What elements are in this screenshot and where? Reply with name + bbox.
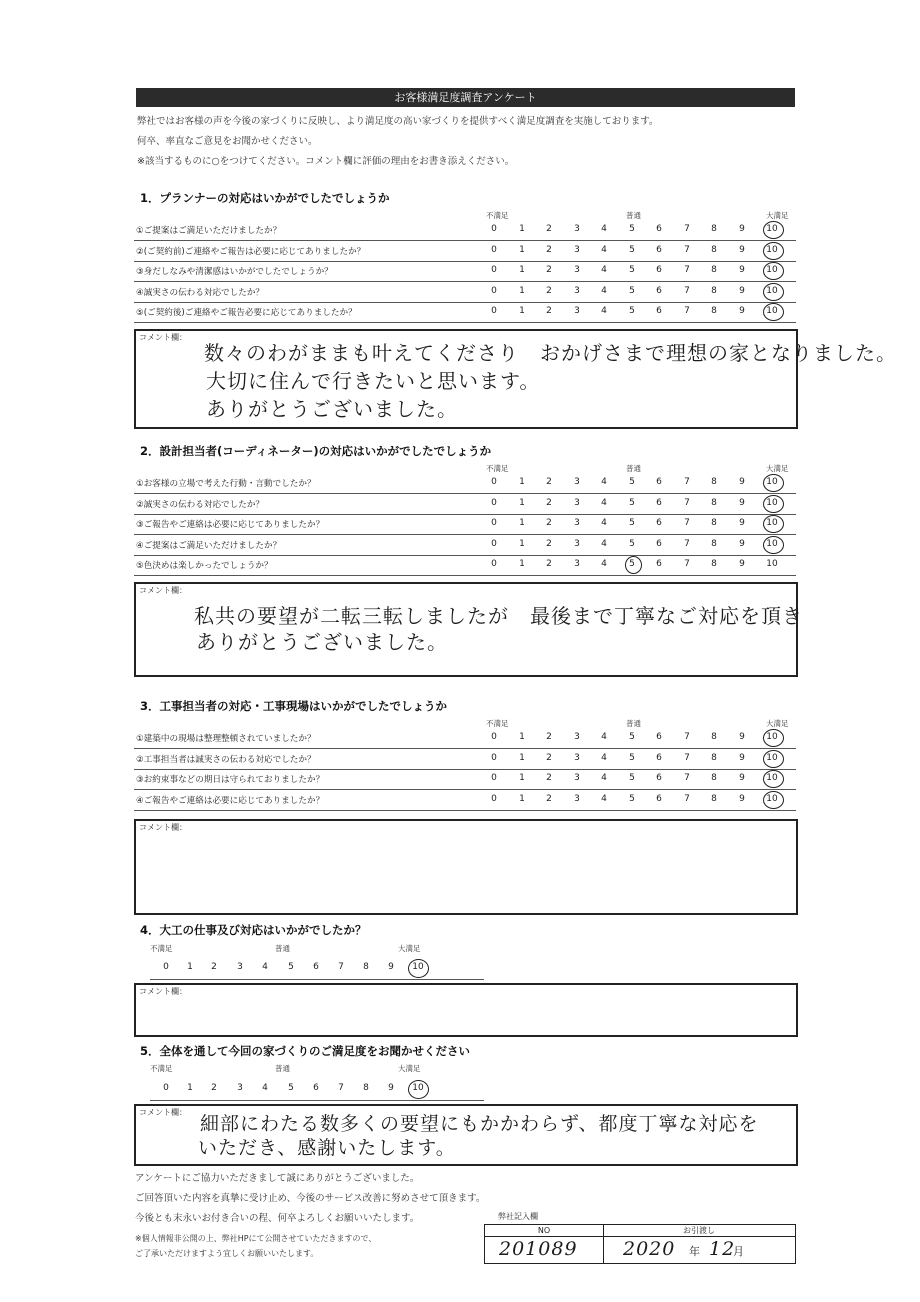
- question-text: ②誠実さの伝わる対応でしたか？: [136, 499, 265, 510]
- rating-option[interactable]: 10: [766, 538, 778, 549]
- rating-option[interactable]: 0: [491, 224, 497, 234]
- rating-option[interactable]: 2: [546, 732, 552, 742]
- rating-option[interactable]: 4: [601, 497, 607, 508]
- rating-option[interactable]: 4: [262, 1083, 268, 1093]
- scale-high-label: 大満足: [766, 211, 789, 220]
- question-row: [134, 790, 796, 811]
- rating-option[interactable]: 7: [684, 752, 690, 763]
- scale-high-label: 大満足: [766, 719, 789, 728]
- rating-option[interactable]: 3: [574, 518, 580, 528]
- question-row: [134, 220, 796, 241]
- question-row: [134, 555, 796, 576]
- rating-option[interactable]: 7: [684, 518, 690, 528]
- rating-option[interactable]: 1: [519, 224, 525, 234]
- rating-option[interactable]: 7: [684, 793, 690, 804]
- rating-option[interactable]: 9: [739, 538, 745, 549]
- question-text: ④ご提案はご満足いただけましたか？: [136, 540, 282, 551]
- rating-option[interactable]: 7: [684, 559, 690, 569]
- rating-option[interactable]: 2: [546, 773, 552, 783]
- rating-option[interactable]: 4: [601, 793, 607, 804]
- rating-option[interactable]: 4: [601, 224, 607, 234]
- rating-option[interactable]: 10: [766, 793, 778, 804]
- question-row: [134, 535, 796, 556]
- rating-option[interactable]: 7: [684, 244, 690, 255]
- rating-option[interactable]: 1: [519, 732, 525, 742]
- question-text: ④誠実さの伝わる対応でしたか？: [136, 287, 265, 298]
- rating-option[interactable]: 4: [601, 538, 607, 549]
- rating-option[interactable]: 4: [601, 306, 607, 316]
- rating-option[interactable]: 8: [711, 773, 717, 783]
- rating-option[interactable]: 2: [546, 538, 552, 549]
- rating-option[interactable]: 6: [313, 1083, 319, 1093]
- question-row: [134, 261, 796, 282]
- rating-option[interactable]: 7: [684, 224, 690, 234]
- rating-option[interactable]: 0: [491, 477, 497, 487]
- rating-option[interactable]: 4: [262, 962, 268, 972]
- rating-option[interactable]: 1: [519, 752, 525, 763]
- rating-option[interactable]: 8: [711, 224, 717, 234]
- rating-option[interactable]: 0: [491, 559, 497, 569]
- rating-option[interactable]: 5: [629, 285, 635, 296]
- comment-line: 私共の要望が二転三転しましたが 最後まで丁寧なご対応を頂き: [194, 604, 803, 628]
- question-text: ①建築中の現場は整理整頓されていましたか？: [136, 734, 316, 744]
- rating-option[interactable]: 7: [338, 1083, 344, 1093]
- question-row: [134, 473, 796, 494]
- rating-option[interactable]: 1: [519, 793, 525, 804]
- rating-option[interactable]: 1: [519, 559, 525, 569]
- rating-option[interactable]: 10: [766, 752, 778, 763]
- rating-option[interactable]: 2: [546, 306, 552, 316]
- rating-option[interactable]: 6: [656, 518, 662, 528]
- rating-option[interactable]: 0: [491, 306, 497, 316]
- scale-low-label: 不満足: [150, 944, 173, 953]
- rating-option[interactable]: 1: [519, 285, 525, 296]
- rating-option[interactable]: 10: [412, 1083, 424, 1093]
- comment-label: コメント欄：: [139, 987, 187, 996]
- handover-year: 2020: [623, 1238, 676, 1260]
- rating-option[interactable]: 5: [629, 559, 635, 569]
- rating-option[interactable]: 4: [601, 265, 607, 275]
- rating-option[interactable]: 0: [491, 265, 497, 275]
- rating-option[interactable]: 7: [684, 306, 690, 316]
- rating-option[interactable]: 2: [546, 244, 552, 255]
- section-4-title: 4．大工の仕事及び対応はいかがでしたか？: [140, 923, 367, 937]
- rating-option[interactable]: 2: [546, 265, 552, 275]
- rating-option[interactable]: 10: [766, 518, 778, 528]
- rating-option[interactable]: 1: [519, 477, 525, 487]
- rating-option[interactable]: 6: [656, 559, 662, 569]
- rating-option[interactable]: 4: [601, 559, 607, 569]
- section-4-comment-box[interactable]: [134, 983, 798, 1037]
- rating-option[interactable]: 10: [766, 244, 778, 255]
- rating-option[interactable]: 1: [519, 518, 525, 528]
- intro-line-3: ※該当するものに○をつけてください。コメント欄に評価の理由をお書き添えください。: [137, 156, 515, 167]
- rating-option[interactable]: 1: [519, 265, 525, 275]
- rating-option[interactable]: 0: [491, 244, 497, 255]
- rating-option[interactable]: 1: [519, 306, 525, 316]
- rating-option[interactable]: 3: [574, 752, 580, 763]
- rating-option[interactable]: 10: [766, 265, 778, 275]
- rating-option[interactable]: 0: [491, 732, 497, 742]
- rating-option[interactable]: 1: [519, 244, 525, 255]
- question-row: [134, 749, 796, 770]
- rating-option[interactable]: 0: [163, 1083, 169, 1093]
- rating-option[interactable]: 7: [338, 962, 344, 972]
- question-row: [134, 282, 796, 303]
- rating-option[interactable]: 3: [574, 244, 580, 255]
- comment-line: 数々のわがままも叶えてくださり おかげさまで理想の家となりました。: [204, 341, 897, 365]
- scale-mid-label: 普通: [275, 944, 290, 953]
- selected-rating-circle: [408, 1080, 429, 1099]
- rating-option[interactable]: 6: [656, 244, 662, 255]
- rating-option[interactable]: 7: [684, 477, 690, 487]
- rating-option[interactable]: 5: [629, 793, 635, 804]
- footer-line-1: アンケートにご協力いただきまして誠にありがとうございました。: [135, 1173, 420, 1184]
- selected-rating-circle: [763, 536, 784, 554]
- section-2-comment-box[interactable]: [134, 582, 803, 677]
- rating-option[interactable]: 10: [766, 559, 778, 569]
- question-text: ③ご報告やご連絡は必要に応じてありましたか？: [136, 520, 325, 530]
- rating-option[interactable]: 3: [574, 224, 580, 234]
- rating-option[interactable]: 9: [739, 752, 745, 763]
- rating-option[interactable]: 10: [766, 285, 778, 296]
- rating-option[interactable]: 9: [388, 1083, 394, 1093]
- selected-rating-circle: [763, 474, 784, 492]
- rating-option[interactable]: 0: [491, 497, 497, 508]
- section-1-comment-box[interactable]: [134, 329, 897, 429]
- section-5-comment-box[interactable]: [134, 1104, 798, 1166]
- scale-high-label: 大満足: [398, 1064, 421, 1073]
- rating-option[interactable]: 0: [491, 793, 497, 804]
- rating-option[interactable]: 0: [491, 773, 497, 783]
- rating-option[interactable]: 4: [601, 244, 607, 255]
- question-text: ①ご提案はご満足いただけましたか？: [136, 226, 282, 236]
- rating-option[interactable]: 3: [237, 962, 243, 972]
- rating-option[interactable]: 3: [574, 732, 580, 742]
- rating-option[interactable]: 5: [629, 265, 635, 275]
- rating-option[interactable]: 4: [601, 732, 607, 742]
- question-row: [134, 302, 796, 323]
- scale-mid-label: 普通: [626, 211, 641, 220]
- rating-option[interactable]: 3: [574, 497, 580, 508]
- comment-line: ありがとうございました。: [196, 630, 448, 654]
- rating-option[interactable]: 3: [574, 306, 580, 316]
- section-5-title: 5．全体を通して今回の家づくりのご満足度をお聞かせください: [140, 1044, 470, 1058]
- rating-option[interactable]: 9: [388, 962, 394, 972]
- rating-option[interactable]: 2: [546, 497, 552, 508]
- handover-header: お引渡し: [603, 1225, 795, 1237]
- rating-option[interactable]: 8: [711, 518, 717, 528]
- rating-option[interactable]: 4: [601, 518, 607, 528]
- rating-option[interactable]: 1: [519, 773, 525, 783]
- question-row: [134, 514, 796, 535]
- scale-low-label: 不満足: [486, 719, 509, 728]
- rating-option[interactable]: 10: [766, 224, 778, 234]
- rating-option[interactable]: 7: [684, 285, 690, 296]
- rating-option[interactable]: 6: [313, 962, 319, 972]
- rating-option[interactable]: 8: [711, 497, 717, 508]
- scale-mid-label: 普通: [626, 719, 641, 728]
- intro-line-2: 何卒、率直なご意見をお聞かせください。: [137, 136, 318, 147]
- selected-rating-circle: [763, 242, 784, 260]
- rating-option[interactable]: 3: [574, 538, 580, 549]
- selected-rating-circle: [763, 770, 784, 788]
- section-2-title: 2．設計担当者(コーディネーター)の対応はいかがでしたでしょうか: [140, 444, 492, 458]
- rating-option[interactable]: 9: [739, 244, 745, 255]
- rating-option[interactable]: 2: [546, 518, 552, 528]
- rating-option[interactable]: 6: [656, 773, 662, 783]
- rating-option[interactable]: 3: [574, 793, 580, 804]
- rating-option[interactable]: 8: [363, 962, 369, 972]
- rating-option[interactable]: 7: [684, 265, 690, 275]
- question-text: ①お客様の立場で考えた行動・言動でしたか？: [136, 479, 316, 489]
- rating-option[interactable]: 5: [629, 732, 635, 742]
- privacy-note-2: ご了承いただけますよう宜しくお願いいたします。: [135, 1249, 319, 1258]
- rating-option[interactable]: 10: [412, 962, 424, 972]
- rating-option[interactable]: 9: [739, 773, 745, 783]
- question-text: ⑤(ご契約後)ご連絡やご報告必要に応じてありましたか？: [136, 308, 357, 318]
- selected-rating-circle: [763, 495, 784, 513]
- rating-option[interactable]: 0: [491, 538, 497, 549]
- rating-option[interactable]: 6: [656, 265, 662, 275]
- rating-option[interactable]: 9: [739, 477, 745, 487]
- rating-option[interactable]: 0: [163, 962, 169, 972]
- section-3-title: 3．工事担当者の対応・工事現場はいかがでしたでしょうか: [140, 699, 447, 713]
- rating-option[interactable]: 8: [363, 1083, 369, 1093]
- comment-label: コメント欄：: [139, 586, 187, 595]
- rating-option[interactable]: 4: [601, 285, 607, 296]
- selected-rating-circle: [763, 515, 784, 533]
- rating-option[interactable]: 2: [546, 224, 552, 234]
- rating-option[interactable]: 10: [766, 477, 778, 487]
- rating-option[interactable]: 8: [711, 793, 717, 804]
- section-3-comment-box[interactable]: [134, 819, 798, 915]
- rating-option[interactable]: 10: [766, 497, 778, 508]
- rating-option[interactable]: 10: [766, 306, 778, 316]
- rating-option[interactable]: 6: [656, 477, 662, 487]
- rating-option[interactable]: 2: [211, 962, 217, 972]
- rating-option[interactable]: 8: [711, 732, 717, 742]
- rating-option[interactable]: 5: [288, 962, 294, 972]
- office-use-box: [484, 1224, 796, 1264]
- scale-low-label: 不満足: [486, 211, 509, 220]
- rating-option[interactable]: 9: [739, 559, 745, 569]
- rating-option[interactable]: 4: [601, 752, 607, 763]
- privacy-note-1: ※個人情報非公開の上、弊社HPにて公開させていただきますので、: [135, 1234, 377, 1243]
- rating-option[interactable]: 8: [711, 477, 717, 487]
- rating-option[interactable]: 6: [656, 285, 662, 296]
- rating-option[interactable]: 7: [684, 538, 690, 549]
- rating-option[interactable]: 9: [739, 732, 745, 742]
- office-use-label: 弊社記入欄: [498, 1212, 538, 1221]
- question-text: ②工事担当者は誠実さの伝わる対応でしたか？: [136, 754, 316, 765]
- rating-option[interactable]: 3: [574, 285, 580, 296]
- comment-label: コメント欄：: [139, 823, 187, 832]
- rating-option[interactable]: 5: [629, 752, 635, 763]
- rating-option[interactable]: 7: [684, 732, 690, 742]
- rating-option[interactable]: 4: [601, 477, 607, 487]
- rating-option[interactable]: 4: [601, 773, 607, 783]
- rating-option[interactable]: 5: [629, 518, 635, 528]
- rating-option[interactable]: 9: [739, 285, 745, 296]
- selected-rating-circle: [763, 750, 784, 768]
- comment-line: ありがとうございました。: [206, 397, 458, 421]
- comment-line: 大切に住んで行きたいと思います。: [206, 369, 541, 393]
- rating-option[interactable]: 7: [684, 773, 690, 783]
- rating-option[interactable]: 2: [211, 1083, 217, 1093]
- rating-option[interactable]: 10: [766, 773, 778, 783]
- selected-rating-circle: [763, 221, 784, 239]
- rating-option[interactable]: 9: [739, 306, 745, 316]
- rating-option[interactable]: 5: [629, 244, 635, 255]
- month-unit: 月: [733, 1245, 744, 1258]
- rating-option[interactable]: 1: [519, 497, 525, 508]
- rating-option[interactable]: 8: [711, 306, 717, 316]
- rating-option[interactable]: 5: [629, 773, 635, 783]
- scale-underline: [150, 979, 484, 980]
- section-1-title: 1．プランナーの対応はいかがでしたでしょうか: [140, 191, 390, 205]
- rating-option[interactable]: 5: [629, 477, 635, 487]
- rating-option[interactable]: 2: [546, 793, 552, 804]
- rating-option[interactable]: 3: [574, 559, 580, 569]
- question-text: ③身だしなみや清潔感はいかがでしたでしょうか？: [136, 267, 333, 277]
- rating-option[interactable]: 7: [684, 497, 690, 508]
- rating-option[interactable]: 2: [546, 285, 552, 296]
- rating-option[interactable]: 8: [711, 752, 717, 763]
- question-text: ③お約束事などの期日は守られておりましたか？: [136, 775, 325, 785]
- question-text: ⑤色決めは楽しかったでしょうか？: [136, 561, 273, 571]
- selected-rating-circle: [763, 791, 784, 809]
- selected-rating-circle: [625, 556, 642, 574]
- scale-low-label: 不満足: [150, 1064, 173, 1073]
- rating-option[interactable]: 3: [237, 1083, 243, 1093]
- section-4-scale: [0, 958, 920, 980]
- rating-option[interactable]: 9: [739, 518, 745, 528]
- rating-option[interactable]: 1: [519, 538, 525, 549]
- question-row: [134, 728, 796, 749]
- selected-rating-circle: [763, 303, 784, 321]
- rating-option[interactable]: 6: [656, 752, 662, 763]
- selected-rating-circle: [763, 729, 784, 747]
- rating-option[interactable]: 6: [656, 793, 662, 804]
- question-text: ④ご報告やご連絡は必要に応じてありましたか？: [136, 795, 325, 806]
- rating-option[interactable]: 8: [711, 285, 717, 296]
- comment-line: 細部にわたる数多くの要望にもかかわらず、都度丁寧な対応を: [200, 1113, 759, 1135]
- survey-title: お客様満足度調査アンケート: [136, 88, 795, 107]
- rating-option[interactable]: 9: [739, 224, 745, 234]
- selected-rating-circle: [408, 959, 429, 978]
- rating-option[interactable]: 3: [574, 265, 580, 275]
- selected-rating-circle: [763, 262, 784, 280]
- rating-option[interactable]: 0: [491, 285, 497, 296]
- rating-option[interactable]: 3: [574, 773, 580, 783]
- rating-option[interactable]: 9: [739, 793, 745, 804]
- scale-low-label: 不満足: [486, 464, 509, 473]
- rating-option[interactable]: 3: [574, 477, 580, 487]
- rating-option[interactable]: 1: [187, 962, 193, 972]
- scale-high-label: 大満足: [766, 464, 789, 473]
- rating-option[interactable]: 5: [629, 497, 635, 508]
- footer-line-2: ご回答頂いた内容を真摯に受け止め、今後のサービス改善に努めさせて頂きます。: [135, 1193, 486, 1204]
- question-row: [134, 241, 796, 262]
- rating-option[interactable]: 2: [546, 559, 552, 569]
- rating-option[interactable]: 9: [739, 497, 745, 508]
- footer-line-3: 今後とも末永いお付き合いの程、何卒よろしくお願いいたします。: [135, 1213, 420, 1224]
- rating-option[interactable]: 6: [656, 306, 662, 316]
- rating-option[interactable]: 8: [711, 244, 717, 255]
- rating-option[interactable]: 8: [711, 559, 717, 569]
- question-text: ②(ご契約前)ご連絡やご報告は必要に応じてありましたか？: [136, 246, 366, 257]
- no-header: NO: [485, 1225, 604, 1237]
- comment-label: コメント欄：: [139, 333, 187, 342]
- rating-option[interactable]: 2: [546, 477, 552, 487]
- selected-rating-circle: [763, 283, 784, 301]
- rating-option[interactable]: 6: [656, 732, 662, 742]
- no-value: 201089: [499, 1238, 578, 1260]
- rating-option[interactable]: 8: [711, 265, 717, 275]
- scale-high-label: 大満足: [398, 944, 421, 953]
- rating-option[interactable]: 1: [187, 1083, 193, 1093]
- rating-option[interactable]: 9: [739, 265, 745, 275]
- rating-option[interactable]: 5: [629, 538, 635, 549]
- rating-option[interactable]: 5: [288, 1083, 294, 1093]
- year-unit: 年: [689, 1245, 700, 1258]
- question-row: [134, 769, 796, 790]
- question-row: [134, 494, 796, 515]
- handover-month: 12: [709, 1238, 736, 1260]
- rating-option[interactable]: 6: [656, 497, 662, 508]
- rating-option[interactable]: 2: [546, 752, 552, 763]
- comment-label: コメント欄：: [139, 1108, 187, 1117]
- rating-option[interactable]: 0: [491, 518, 497, 528]
- scale-mid-label: 普通: [275, 1064, 290, 1073]
- rating-option[interactable]: 6: [656, 538, 662, 549]
- rating-option[interactable]: 5: [629, 306, 635, 316]
- section-5-scale: [0, 1079, 920, 1101]
- rating-option[interactable]: 10: [766, 732, 778, 742]
- intro-line-1: 弊社ではお客様の声を今後の家づくりに反映し、より満足度の高い家づくりを提供すべく満足度調査を実施しております。: [137, 116, 659, 127]
- scale-mid-label: 普通: [626, 464, 641, 473]
- rating-option[interactable]: 0: [491, 752, 497, 763]
- rating-option[interactable]: 8: [711, 538, 717, 549]
- rating-option[interactable]: 5: [629, 224, 635, 234]
- scale-underline: [150, 1100, 484, 1101]
- comment-line: いただき、感謝いたします。: [198, 1137, 456, 1159]
- rating-option[interactable]: 6: [656, 224, 662, 234]
